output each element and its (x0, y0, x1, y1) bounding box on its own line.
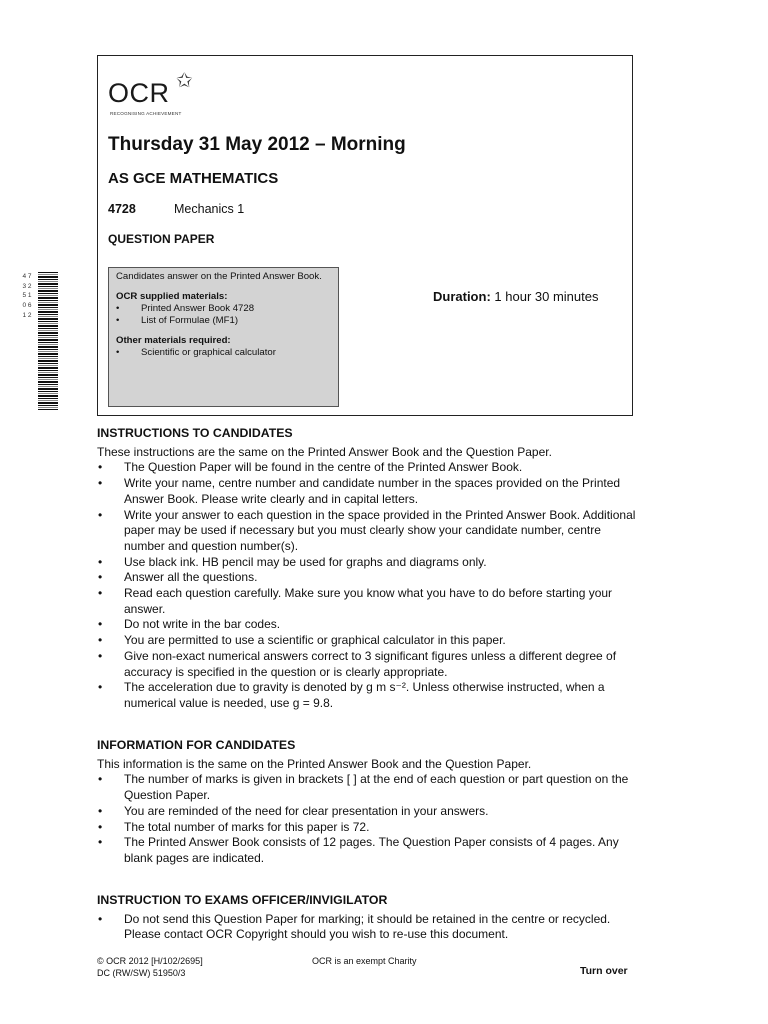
list-item: • You are permitted to use a scientific or graphical calculator in this paper. (97, 633, 637, 649)
materials-box (108, 267, 339, 407)
list-item: • Use black ink. HB pencil may be used for graphs and diagrams only. (97, 555, 637, 571)
list-item: • The Printed Answer Book consists of 12 pages. The Question Paper consists of 4 pages. Any blank pages are indicated. (97, 835, 637, 866)
list-item: • List of Formulae (MF1) (116, 315, 331, 327)
list-item: • The Question Paper will be found in the centre of the Printed Answer Book. (97, 460, 637, 476)
information-section (97, 738, 637, 867)
duration-value: 1 hour 30 minutes (494, 289, 599, 304)
list-item: • Read each question carefully. Make sure you know what you have to do before starting your answer. (97, 586, 637, 617)
information-intro: This information is the same on the Printed Answer Book and the Question Paper. (97, 756, 532, 771)
exam-date: Thursday 31 May 2012 – Morning (108, 134, 406, 155)
list-item: • The number of marks is given in brackets [ ] at the end of each question or part question on the Question Paper. (97, 772, 637, 803)
information-list (97, 772, 637, 866)
list-item: • The total number of marks for this paper is 72. (97, 820, 637, 836)
turn-over: Turn over (580, 965, 628, 977)
logo-word: OCR (108, 78, 170, 108)
duration-label: Duration: (433, 289, 491, 304)
other-list (116, 347, 331, 359)
instructions-title: INSTRUCTIONS TO CANDIDATES (97, 426, 293, 440)
officer-section (97, 893, 637, 943)
list-item: • The acceleration due to gravity is denoted by g m s⁻². Unless otherwise instructed, when a numerical value is needed, use g = 9.8. (97, 680, 637, 711)
charity-note: OCR is an exempt Charity (312, 956, 417, 966)
ocr-logo (108, 70, 193, 116)
list-item: • Give non-exact numerical answers correct to 3 significant figures unless a different degree of accuracy is specified in the question or is clearly appropriate. (97, 649, 637, 680)
list-item: • Do not write in the bar codes. (97, 617, 637, 633)
unit-code: 4728 (108, 202, 136, 216)
cover-frame (97, 55, 633, 416)
star-icon: ✩ (176, 70, 193, 92)
list-item: • Scientific or graphical calculator (116, 347, 331, 359)
footer-left (97, 955, 203, 979)
instructions-section (97, 426, 637, 712)
instructions-list (97, 460, 637, 711)
unit-name: Mechanics 1 (174, 202, 245, 216)
paper-type: QUESTION PAPER (108, 232, 215, 246)
list-item: • Write your answer to each question in the space provided in the Printed Answer Book. Additional paper may be used if necessary but you must clearly show your candidate number, centre number and question number(s). (97, 508, 637, 555)
list-item: • Do not send this Question Paper for marking; it should be retained in the centre or recycled. Please contact OCR Copyright should you wish to re-use this document. (97, 912, 637, 943)
supplied-list (116, 303, 331, 327)
copyright: © OCR 2012 [H/102/2695] (97, 956, 203, 966)
list-item: • Answer all the questions. (97, 570, 637, 586)
list-item: • Printed Answer Book 4728 (116, 303, 331, 315)
subject-title: AS GCE MATHEMATICS (108, 170, 279, 187)
materials-intro: Candidates answer on the Printed Answer Book. (116, 271, 322, 282)
supplied-title: OCR supplied materials: (116, 291, 228, 302)
list-item: • You are reminded of the need for clear presentation in your answers. (97, 804, 637, 820)
other-title: Other materials required: (116, 335, 231, 346)
duration (433, 289, 598, 304)
reference: DC (RW/SW) 51950/3 (97, 968, 186, 978)
list-item: • Write your name, centre number and candidate number in the spaces provided on the Printed Answer Book. Please write clearly and in capital letters. (97, 476, 637, 507)
barcode-digits: 4 7 3 2 5 1 0 6 1 2 (22, 273, 32, 319)
officer-title: INSTRUCTION TO EXAMS OFFICER/INVIGILATOR (97, 893, 388, 907)
information-title: INFORMATION FOR CANDIDATES (97, 738, 296, 752)
instructions-intro: These instructions are the same on the Printed Answer Book and the Question Paper. (97, 444, 552, 459)
officer-list (97, 912, 637, 943)
barcode (38, 272, 58, 410)
logo-tagline: RECOGNISING ACHIEVEMENT (110, 111, 182, 116)
